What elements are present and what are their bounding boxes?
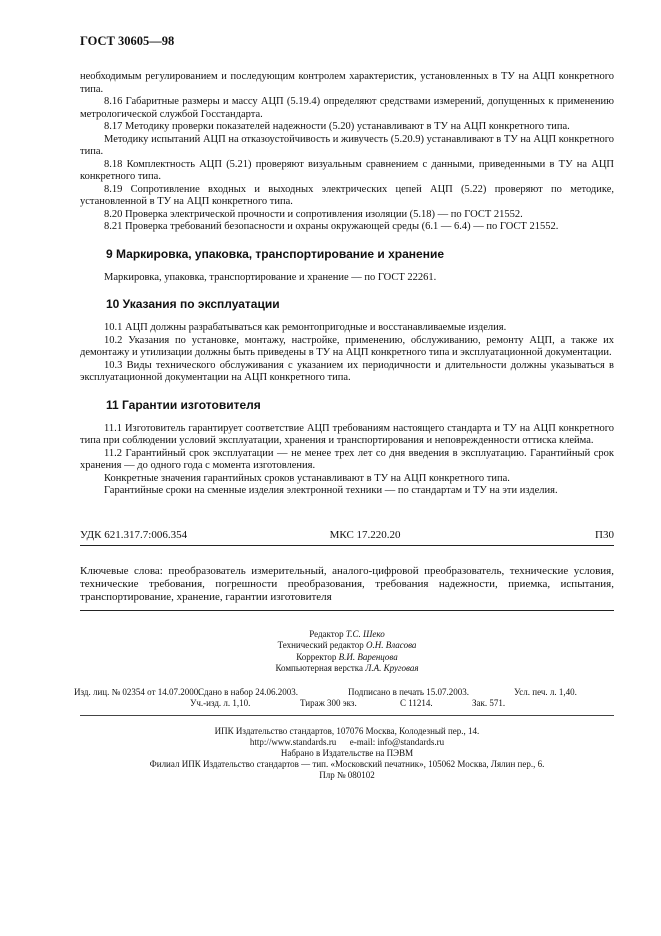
imprint-line: http://www.standards.ru e-mail: info@standards.ru	[249, 736, 445, 747]
udk-code: УДК 621.317.7:006.354	[80, 528, 188, 541]
tech-editor-label: Технический редактор	[277, 640, 364, 650]
layout-name: Л.А. Круговая	[365, 663, 419, 673]
paragraph: 8.17 Методику проверки показателей надежности (5.20) устанавливают в ТУ на АЦП конкретного типа.	[104, 121, 570, 132]
paragraph: 8.21 Проверка требований безопасности и охраны окружающей среды (6.1 — 6.4) — по ГОСТ 21552.	[104, 221, 559, 232]
document-code: ГОСТ 30605—98	[80, 34, 175, 48]
mks-code: МКС 17.220.20	[329, 528, 401, 541]
paragraph: 10.1 АЦП должны разрабатываться как ремонтопригодные и восстанавливаемые изделия.	[104, 322, 507, 333]
publication-info	[74, 686, 614, 709]
paragraph: 8.16 Габаритные размеры и массу АЦП (5.19.4) определяют средствами измерений, допущенных к применению метрологической службой Госстандарта.	[80, 96, 614, 120]
divider	[80, 545, 614, 546]
order-code: С 11214.	[400, 697, 433, 708]
divider	[80, 610, 614, 611]
order-number: Зак. 571.	[472, 697, 506, 708]
imprint-line: Филиал ИПК Издательство стандартов — тип. «Московский печатник», 105062 Москва, Лялин пер., 6.	[149, 758, 545, 769]
imprint-line: ИПК Издательство стандартов, 107076 Москва, Колодезный пер., 14.	[214, 725, 480, 736]
keywords: Ключевые слова: преобразователь измерительный, аналого-цифровой преобразователь, технические условия, технические требования, погрешности преобразования, требования надежности, приемка, испытания, транспортирование, хранение, гарантии изготовителя	[80, 564, 614, 603]
paragraph: 11.1 Изготовитель гарантирует соответствие АЦП требованиям настоящего стандарта и ТУ на АЦП конкретного типа при соблюдении условий эксплуатации, хранения и транспортирования и неповрежденности оттиска клейма.	[80, 422, 614, 446]
section-10	[80, 297, 614, 385]
okstu-code: П30	[595, 528, 614, 541]
section-title: 9 Маркировка, упаковка, транспортирование и хранение	[106, 246, 445, 261]
typeset-date: Сдано в набор 24.06.2003.	[198, 686, 299, 697]
editor-name: Т.С. Шеко	[345, 628, 385, 639]
paragraph: 8.20 Проверка электрической прочности и сопротивления изоляции (5.18) — по ГОСТ 21552.	[104, 208, 523, 220]
section-title: 11 Гарантии изготовителя	[106, 397, 261, 412]
staff-credits	[80, 629, 614, 675]
paragraph: Конкретные значения гарантийных сроков устанавливают в ТУ на АЦП конкретного типа.	[104, 472, 510, 484]
divider	[80, 715, 614, 716]
imprint-line: Набрано в Издательстве на ПЭВМ	[280, 747, 414, 758]
corrector-name: В.И. Варенцова	[338, 651, 398, 662]
paragraph: Маркировка, упаковка, транспортирование и хранение — по ГОСТ 22261.	[104, 271, 437, 283]
section-title: 10 Указания по эксплуатации	[106, 297, 280, 311]
tech-editor-name: О.Н. Власова	[366, 640, 417, 650]
circulation: Тираж 300 экз.	[300, 697, 357, 708]
paragraph: 8.19 Сопротивление входных и выходных электрических цепей АЦП (5.22) проверяют по методике, установленной в ТУ на АЦП конкретного типа.	[80, 183, 614, 207]
layout-label: Компьютерная верстка	[275, 663, 364, 673]
editor-label: Редактор	[309, 628, 344, 639]
classification-row	[80, 524, 614, 545]
paragraph: Гарантийные сроки на сменные изделия электронной техники — по стандартам и ТУ на эти изделия.	[104, 485, 558, 496]
paragraph: 10.3 Виды технического обслуживания с указанием их периодичности и длительности должны указываться в эксплуатационной документации на АЦП конкретного типа.	[80, 359, 614, 383]
section-11	[80, 398, 614, 498]
section-9	[80, 247, 614, 285]
corrector-label: Корректор	[296, 651, 337, 662]
paragraph: 8.18 Комплектность АЦП (5.21) проверяют визуальным сравнением с данными, приведенными в ТУ на АЦП конкретного типа.	[80, 158, 614, 182]
paragraph: 11.2 Гарантийный срок эксплуатации — не менее трех лет со дня введения в эксплуатацию. Гарантийный срок хранения — до одного года с момента изготовления.	[80, 447, 614, 471]
section-8-continuation	[80, 71, 614, 234]
print-date: Подписано в печать 15.07.2003.	[348, 686, 470, 697]
print-sheets: Усл. печ. л. 1,40.	[514, 686, 577, 697]
edition-sheets: Уч.-изд. л. 1,10.	[190, 697, 251, 708]
paragraph: 10.2 Указания по установке, монтажу, настройке, применению, обслуживанию, ремонту АЦП, а также их демонтажу и утилизации должны быть приведены в ТУ на АЦП конкретного типа и эксплуатационной документации.	[80, 334, 614, 358]
publisher-imprint	[80, 726, 614, 781]
paragraph: Методику испытаний АЦП на отказоустойчивость и живучесть (5.20.9) устанавливают в ТУ на АЦП конкретного типа.	[80, 133, 614, 157]
paragraph: необходимым регулированием и последующим контролем характеристик, установленных в ТУ на АЦП конкретного типа.	[80, 71, 614, 95]
imprint-line: Плр № 080102	[319, 769, 375, 780]
document-page	[74, 34, 614, 781]
license: Изд. лиц. № 02354 от 14.07.2000.	[74, 686, 201, 697]
